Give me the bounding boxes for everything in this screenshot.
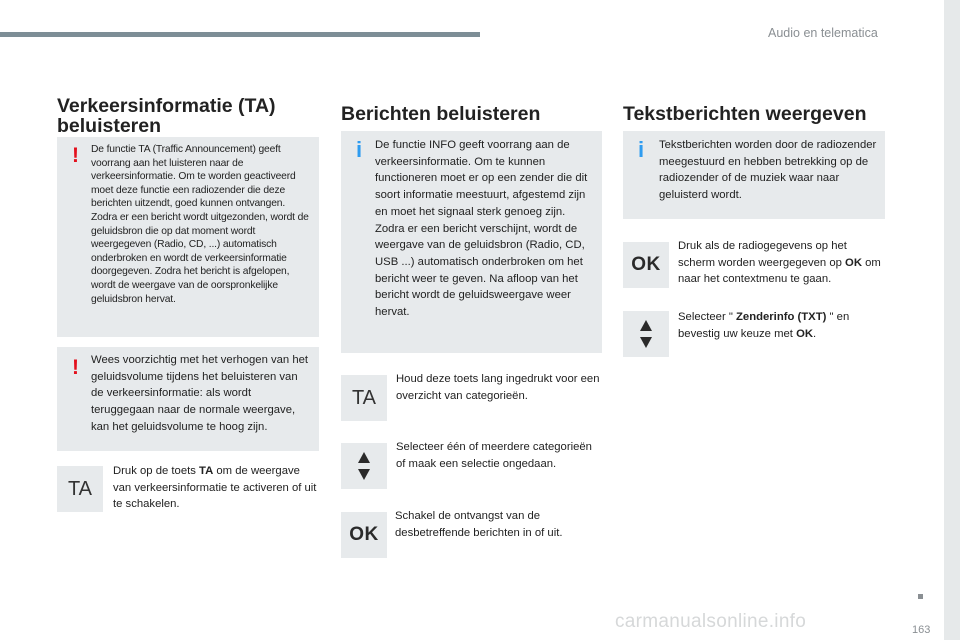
heading-text-messages: Tekstberichten weergeven [623,103,867,125]
ok-key-label: OK [631,254,661,275]
warning-text-ta: De functie TA (Traffic Announcement) geeft voorrang aan het luisteren naar de verkeersinformatie. Om te worden geactiveerd moet deze functie een radiozender die deze berichten uitzendt, goed kunnen ontvangen. Zodra er een bericht wordt uitgezonden, wordt de geluidsbron die op dat moment wordt weergegeven (Radio, CD, ...) automatisch onderbroken en wordt de verkeersinformatie doorgegeven. Zodra het bericht is afgelopen, wordt de weergave van de oorspronkelijke geluidsbron hervat. [91,144,309,305]
ok-key [623,242,669,288]
ok-key-label: OK [349,524,379,545]
ta-key [341,375,387,421]
select-categories-description: Selecteer één of meerdere categorieën of maak een selectie ongedaan. [396,441,592,470]
ok-key [341,512,387,558]
info-text-text-messages: Tekstberichten worden door de radiozender meegestuurd en hebben betrekking op de radiozender of de muziek waar naar geluisterd wordt. [659,139,877,202]
info-text-messages: De functie INFO geeft voorrang aan de verkeersinformatie. Om te kunnen functioneren moet er op een zender die dit soort informatie meestuurt, afgestemd zijn en moet het signaal sterk genoeg zijn. Zodra er een bericht verschijnt, wordt de weergave van de geluidsbron (Radio, CD, USB ...) automatisch onderbroken om het bericht weer te geven. Na afloop van het bericht wordt de geluidsweergave weer hervat. [375,139,588,319]
heading-traffic-info: Verkeersinformatie (TA) beluisteren [57,95,276,137]
warning-box-volume [57,347,319,451]
exclamation-icon: ! [72,356,79,379]
section-title: Audio en telematica [768,26,878,40]
info-box-messages [341,131,602,353]
heading-messages: Berichten beluisteren [341,103,541,125]
warning-text-volume: Wees voorzichtig met het verhogen van het geluidsvolume tijdens het beluisteren van de verkeersinformatie: als wordt teruggegaan naar de normale weergave, kan het geluidsvolume te hoog zijn. [91,354,309,433]
warning-box-ta [57,137,319,337]
ta-key-label: TA [67,477,93,500]
ta-key-description: Druk op de toets TA om de weergave van verkeersinformatie te activeren of uit te schakelen. [113,465,317,511]
page-number: 163 [912,624,931,636]
side-strip [944,0,960,640]
up-down-arrows-icon [341,443,387,489]
ta-key [57,466,103,512]
select-zenderinfo-description: Selecteer " Zenderinfo (TXT) " en bevestig uw keuze met OK. [678,311,850,340]
exclamation-icon: ! [72,144,79,167]
header-bar [0,32,480,37]
toggle-reception-description: Schakel de ontvangst van de desbetreffende berichten in of uit. [395,510,563,539]
info-box-text-messages [623,131,885,219]
ta-key-label: TA [351,386,377,409]
ta-hold-description: Houd deze toets lang ingedrukt voor een overzicht van categorieën. [396,373,600,402]
ok-context-menu-description: Druk als de radiogegevens op het scherm worden weergegeven op OK om naar het contextmenu te gaan. [678,240,881,286]
page-marker [918,594,923,599]
info-icon: i [356,137,363,162]
up-down-arrows-icon [623,311,669,357]
watermark: carmanualsonline.info [615,611,807,632]
info-icon: i [638,137,645,162]
